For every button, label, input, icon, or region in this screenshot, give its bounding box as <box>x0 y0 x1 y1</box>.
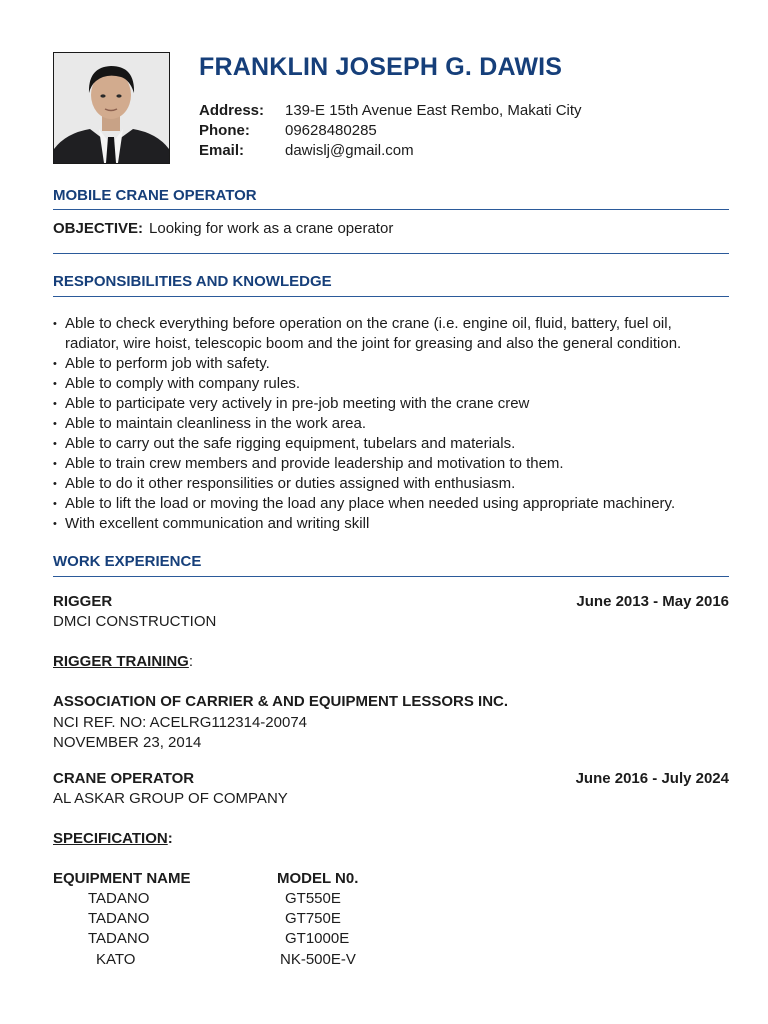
job1-title: RIGGER <box>53 593 113 610</box>
list-item <box>53 434 729 454</box>
phone-row <box>199 122 377 139</box>
training-colon: : <box>188 653 194 670</box>
list-item <box>53 394 729 414</box>
objective-label: OBJECTIVE: <box>53 220 144 237</box>
list-item-text: Able to perform job with safety. <box>65 355 270 372</box>
list-item <box>53 374 729 394</box>
objective <box>53 220 393 237</box>
bullet-icon: • <box>53 358 57 370</box>
job2-title: CRANE OPERATOR <box>53 770 195 787</box>
email-value: dawislj@gmail.com <box>285 142 414 159</box>
list-item-text: With excellent communication and writing skill <box>65 515 370 532</box>
candidate-name: FRANKLIN JOSEPH G. DAWIS <box>199 53 563 81</box>
training-label: RIGGER TRAINING <box>53 653 189 670</box>
email-row <box>199 142 414 159</box>
list-item-text: Able to do it other responsilities or duties assigned with enthusiasm. <box>65 475 516 492</box>
section-divider <box>53 296 729 297</box>
person-portrait-icon <box>54 53 169 163</box>
specification-heading <box>53 830 173 847</box>
list-item <box>53 354 729 374</box>
responsibilities-list <box>53 314 729 534</box>
model-cell: NK-500E-V <box>280 951 356 968</box>
list-item <box>53 514 729 534</box>
model-cell: GT550E <box>285 890 341 907</box>
job2-dates: June 2016 - July 2024 <box>575 770 729 787</box>
col-model-header: MODEL N0. <box>277 870 359 887</box>
bullet-icon: • <box>53 398 57 410</box>
list-item-text: Able to participate very actively in pre-job meeting with the crane crew <box>65 395 530 412</box>
phone-label: Phone: <box>199 122 250 139</box>
model-cell: GT750E <box>285 910 341 927</box>
list-item-text: Able to train crew members and provide leadership and motivation to them. <box>65 455 564 472</box>
bullet-icon: • <box>53 478 57 490</box>
bullet-icon: • <box>53 318 57 330</box>
section-divider <box>53 209 729 210</box>
bullet-icon: • <box>53 418 57 430</box>
bullet-icon: • <box>53 518 57 530</box>
training-org: ASSOCIATION OF CARRIER & AND EQUIPMENT LESSORS INC. <box>53 693 509 710</box>
experience-title: WORK EXPERIENCE <box>53 553 202 570</box>
bullet-icon: • <box>53 498 57 510</box>
equipment-cell: KATO <box>96 951 136 968</box>
equipment-cell: TADANO <box>88 890 150 907</box>
list-item-text: Able to lift the load or moving the load any place when needed using appropriate machinery. <box>65 495 676 512</box>
training-date: NOVEMBER 23, 2014 <box>53 734 202 751</box>
list-item <box>53 454 729 474</box>
bullet-icon: • <box>53 438 57 450</box>
training-heading <box>53 653 193 670</box>
training-ref: NCI REF. NO: ACELRG112314-20074 <box>53 714 308 731</box>
list-item <box>53 494 729 514</box>
bullet-icon: • <box>53 378 57 390</box>
list-item <box>53 474 729 494</box>
model-cell: GT1000E <box>285 930 350 947</box>
section-divider <box>53 253 729 254</box>
job1-dates: June 2013 - May 2016 <box>576 593 729 610</box>
list-item-text: Able to maintain cleanliness in the work area. <box>65 415 366 432</box>
list-item <box>53 314 729 354</box>
address-row <box>199 102 582 119</box>
list-item-text: Able to comply with company rules. <box>65 375 301 392</box>
position-title: MOBILE CRANE OPERATOR <box>53 187 257 204</box>
responsibilities-title: RESPONSIBILITIES AND KNOWLEDGE <box>53 273 332 290</box>
section-divider <box>53 576 729 577</box>
equipment-cell: TADANO <box>88 910 150 927</box>
email-label: Email: <box>199 142 245 159</box>
specification-label: SPECIFICATION <box>53 830 168 847</box>
address-label: Address: <box>199 102 265 119</box>
profile-photo <box>53 52 170 164</box>
phone-value: 09628480285 <box>285 122 377 139</box>
bullet-icon: • <box>53 458 57 470</box>
col-equipment-header: EQUIPMENT NAME <box>53 870 191 887</box>
list-item <box>53 414 729 434</box>
job2-company: AL ASKAR GROUP OF COMPANY <box>53 790 288 807</box>
job1-company: DMCI CONSTRUCTION <box>53 613 217 630</box>
equipment-cell: TADANO <box>88 930 150 947</box>
list-item-text: Able to carry out the safe rigging equipment, tubelars and materials. <box>65 435 516 452</box>
address-value: 139-E 15th Avenue East Rembo, Makati City <box>285 102 582 119</box>
specification-colon: : <box>167 830 173 847</box>
objective-text: Looking for work as a crane operator <box>149 220 394 237</box>
list-item-text: Able to check everything before operation on the crane (i.e. engine oil, fluid, battery, fuel oil, radiator, wire hoist, telescopic boom and the joint for greasing and also the general condition. <box>65 315 682 352</box>
